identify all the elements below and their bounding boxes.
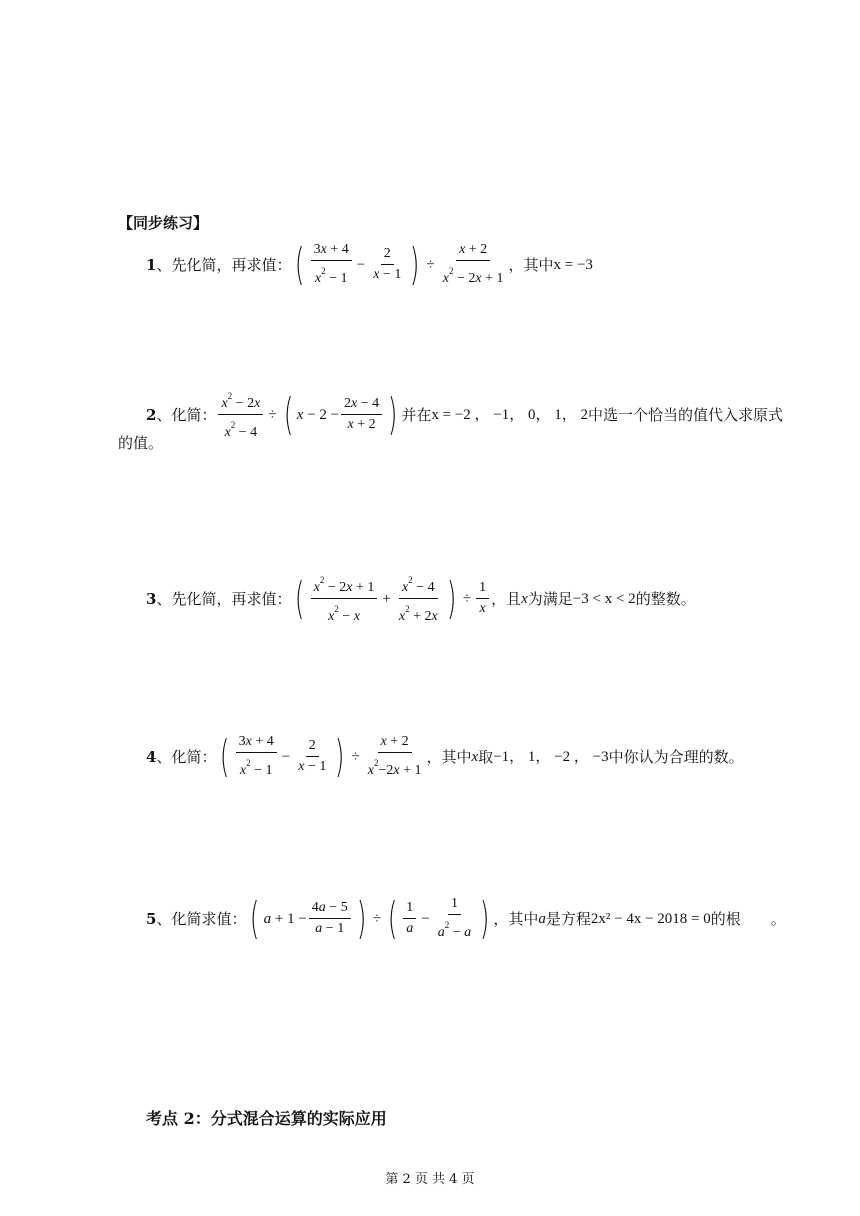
fraction: $\frac{2}{x - 1}$ bbox=[373, 246, 402, 282]
right-paren: ) bbox=[480, 892, 490, 944]
problem-suffix: ，其中 bbox=[426, 747, 472, 766]
left-paren: ( bbox=[295, 572, 305, 624]
fraction: $\frac{2}{x - 1}$ bbox=[298, 738, 327, 774]
problem-suffix: 并在 bbox=[401, 405, 432, 424]
problem-5: 5 、化简求值： ( a + 1 − $\frac{4a - 5}{a - 1}$ ) ÷ ( $\frac{1}{a}$ − $\frac{1}{a^2 - a}$ ) ，其中 a 是方程 2x² − 4x − 2018 = 0 的根 。 bbox=[146, 892, 786, 944]
problem-prefix: 、化简： bbox=[156, 405, 217, 424]
fraction: $\frac{1}{a^2 - a}$ bbox=[437, 896, 472, 940]
right-paren: ) bbox=[388, 388, 398, 440]
problem-number: 1 bbox=[146, 255, 157, 274]
problem-suffix-2: 是方程 bbox=[545, 909, 591, 928]
problem-2: 2 、化简： $\frac{x^2 - 2x}{x^2 - 4}$ ÷ ( x − 2 − $\frac{2x - 4}{x + 2}$ ) 并在 x = −2 ， −1， 0， 1， 2 中选一个恰当的值代入求原式 bbox=[146, 388, 784, 440]
topic-heading: 考点 2：分式混合运算的实际应用 bbox=[146, 1109, 387, 1128]
left-paren: ( bbox=[283, 388, 293, 440]
problem-number: 3 bbox=[146, 589, 157, 608]
fraction: $\frac{4a - 5}{a - 1}$ bbox=[309, 900, 351, 937]
fraction: $\frac{3x + 4}{x^2 - 1}$ bbox=[236, 734, 277, 779]
right-paren: ) bbox=[410, 238, 420, 290]
condition-2: 2x² − 4x − 2018 = 0 bbox=[590, 910, 711, 927]
problem-suffix-2: 为满足 bbox=[527, 589, 573, 608]
problem-suffix-3: 中你认为合理的数。 bbox=[608, 747, 744, 766]
condition: x = −2 ， −1， 0， 1， 2 bbox=[431, 406, 588, 423]
problem-4: 4 、化简： ( $\frac{3x + 4}{x^2 - 1}$ − $\frac{2}{x - 1}$ ) ÷ $\frac{x + 2}{x^2-2x + 1}$ ，其中 x 取 −1， 1， −2 ， −3 中你认为合理的数。 bbox=[146, 730, 744, 782]
fraction: $\frac{x^2 - 4}{x^2 + 2x}$ bbox=[396, 572, 441, 625]
fraction: $\frac{1}{a}$ bbox=[403, 900, 416, 937]
right-paren: ) bbox=[356, 892, 367, 944]
problem-suffix: ，其中 bbox=[508, 255, 554, 274]
left-paren: ( bbox=[295, 238, 305, 290]
problem-number: 2 bbox=[146, 405, 157, 424]
right-paren: ) bbox=[446, 572, 456, 624]
condition: x = −3 bbox=[553, 256, 593, 273]
problem-number: 4 bbox=[146, 747, 157, 766]
condition-2: −3 < x < 2 bbox=[572, 590, 636, 607]
fraction: $\frac{1}{x}$ bbox=[476, 580, 489, 617]
condition: x bbox=[471, 748, 479, 765]
fraction: $\frac{x^2 - 2x + 1}{x^2 - x}$ bbox=[311, 572, 378, 625]
condition-2: −1， 1， −2 ， −3 bbox=[493, 748, 609, 765]
problem-suffix-3: 的根 。 bbox=[710, 909, 786, 928]
fraction: $\frac{2x - 4}{x + 2}$ bbox=[341, 396, 382, 433]
left-paren: ( bbox=[250, 892, 260, 944]
fraction: $\frac{3x + 4}{x^2 - 1}$ bbox=[311, 242, 352, 287]
problem-2-continuation: 的值。 bbox=[118, 434, 164, 452]
problem-prefix: 、化简： bbox=[156, 747, 217, 766]
problem-suffix-2: 中选一个恰当的值代入求原式 bbox=[588, 405, 784, 424]
fraction: $\frac{x^2 - 2x}{x^2 - 4}$ bbox=[218, 388, 263, 441]
problem-number: 5 bbox=[146, 909, 157, 928]
problem-suffix-3: 的整数。 bbox=[635, 589, 696, 608]
right-paren: ) bbox=[335, 730, 345, 782]
left-paren: ( bbox=[220, 730, 230, 782]
problem-prefix: 、先化简，再求值： bbox=[156, 589, 292, 608]
left-paren: ( bbox=[387, 892, 398, 944]
condition: a bbox=[538, 910, 546, 927]
fraction: $\frac{x + 2}{x^2-2x + 1}$ bbox=[367, 734, 422, 778]
section-title: 【同步练习】 bbox=[118, 214, 209, 232]
page-footer: 第 2 页 共 4 页 bbox=[385, 1172, 475, 1187]
problem-prefix: 、化简求值： bbox=[156, 909, 247, 928]
fraction: $\frac{x + 2}{x^2 - 2x + 1}$ bbox=[442, 242, 504, 286]
problem-suffix-2: 取 bbox=[478, 747, 494, 766]
condition: x bbox=[521, 590, 528, 607]
problem-suffix: ，且 bbox=[491, 589, 522, 608]
problem-suffix: ，其中 bbox=[493, 909, 539, 928]
problem-3: 3 、先化简，再求值： ( $\frac{x^2 - 2x + 1}{x^2 - x}$ + $\frac{x^2 - 4}{x^2 + 2x}$ ) ÷ $\frac{1}{x}$ ，且 x 为满足 −3 < x < 2 的整数。 bbox=[146, 572, 696, 624]
problem-prefix: 、先化简，再求值： bbox=[156, 255, 292, 274]
problem-1: 1 、先化简，再求值： ( $\frac{3x + 4}{x^2 - 1}$ − $\frac{2}{x - 1}$ ) ÷ $\frac{x + 2}{x^2 - 2x + 1}$ ，其中 x = −3 bbox=[146, 238, 593, 290]
